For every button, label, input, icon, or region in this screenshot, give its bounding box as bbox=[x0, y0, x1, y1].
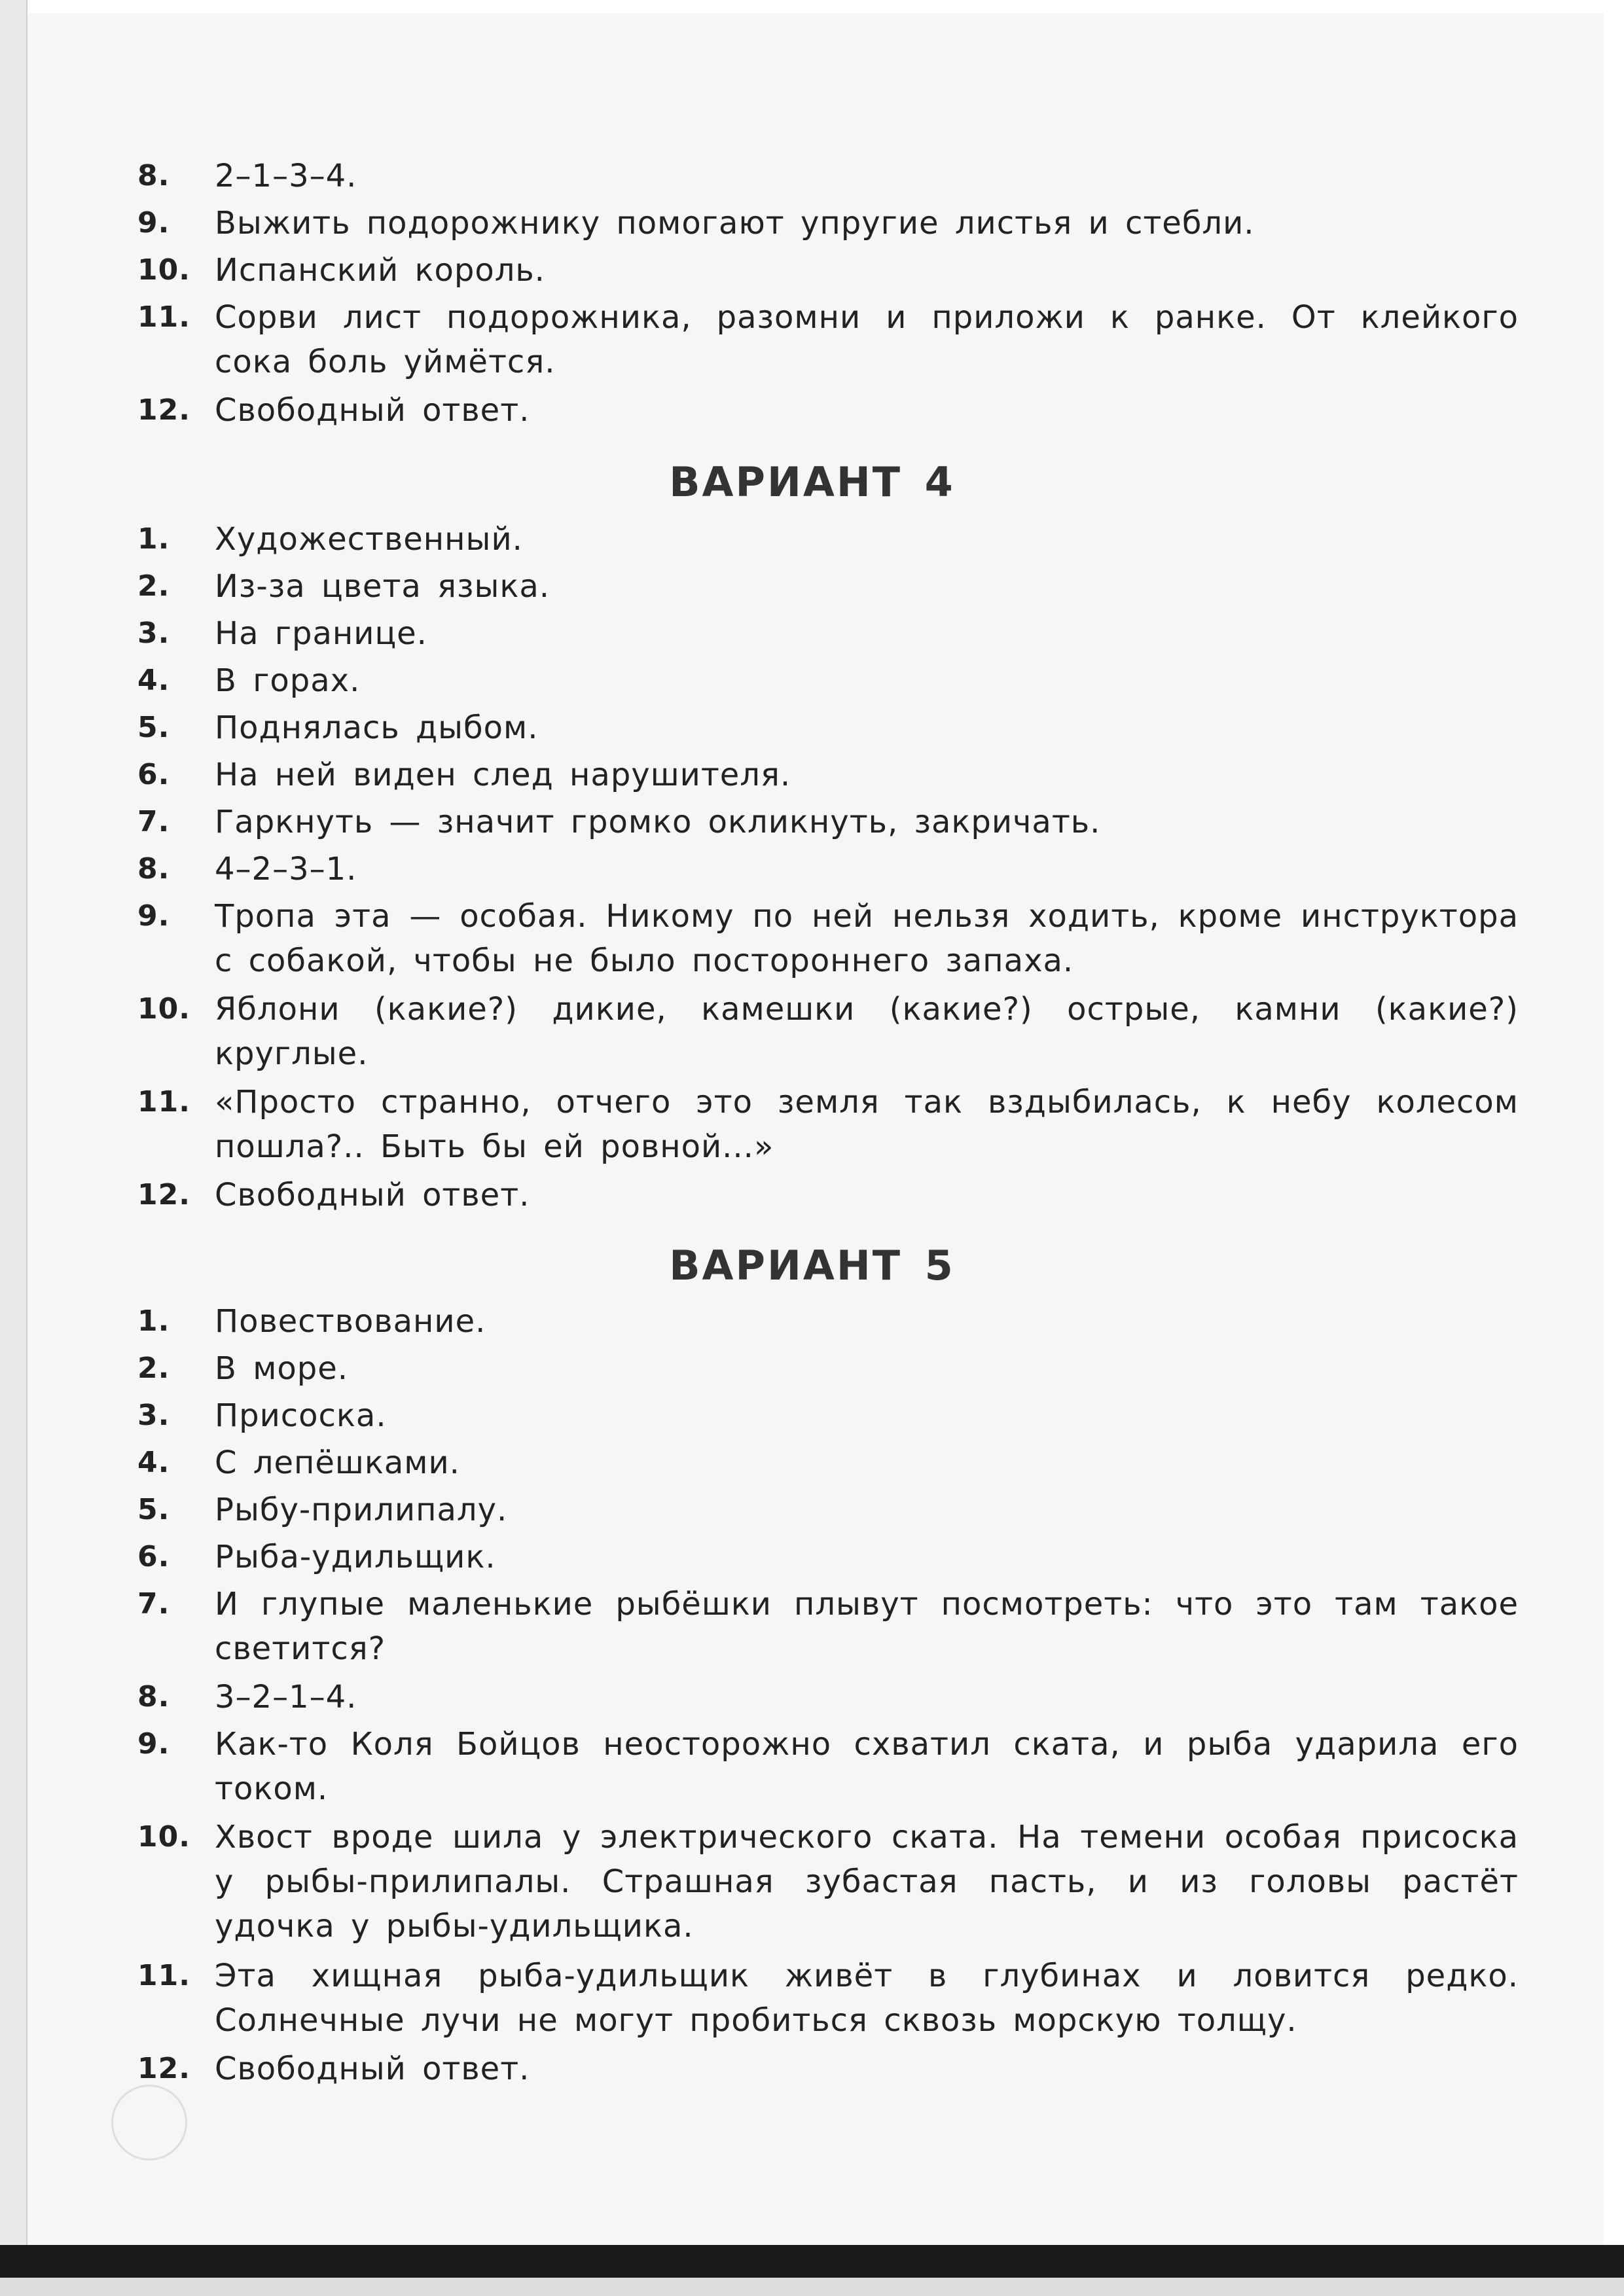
answer-text: Хвост вроде шила у электрического ската. На темени особая присоска у рыбы-прилипалы. Страшная зубастая пасть, и из головы растёт удочка у рыбы-удильщика. bbox=[215, 1819, 1519, 1945]
answer-text: Свободный ответ. bbox=[215, 392, 530, 429]
answer-item bbox=[137, 1954, 1519, 2043]
answer-number: 9. bbox=[137, 206, 170, 240]
answer-text: Эта хищная рыба-удильщик живёт в глубинах и ловится редко. Солнечные лучи не могут пробиться сквозь морскую толщу. bbox=[215, 1958, 1519, 2039]
answer-text: Рыба-удильщик. bbox=[215, 1539, 496, 1575]
answer-text: Рыбу-прилипалу. bbox=[215, 1492, 508, 1528]
answer-text: На ней виден след нарушителя. bbox=[215, 757, 791, 793]
answer-text: Художественный. bbox=[215, 521, 523, 558]
answer-text: «Просто странно, отчего это земля так вздыбилась, к небу колесом пошла?.. Быть бы ей ровной...» bbox=[215, 1084, 1519, 1165]
answer-item bbox=[137, 987, 1519, 1076]
answer-text: Тропа эта — особая. Никому по ней нельзя ходить, кроме инструктора с собакой, чтобы не было постороннего запаха. bbox=[215, 898, 1519, 979]
answer-text: 2–1–3–4. bbox=[215, 158, 357, 194]
section-heading-variant-5: ВАРИАНТ 5 bbox=[669, 1242, 955, 1289]
answer-text: Присоска. bbox=[215, 1397, 387, 1434]
answer-number: 7. bbox=[137, 805, 170, 838]
answer-item bbox=[137, 1582, 1519, 1671]
scan-bottom-edge bbox=[0, 2278, 1624, 2296]
answer-number: 3. bbox=[137, 1399, 170, 1432]
answer-text: Из-за цвета языка. bbox=[215, 568, 550, 605]
answer-text: 3–2–1–4. bbox=[215, 1679, 357, 1715]
answer-number: 1. bbox=[137, 1304, 170, 1338]
answer-number: 12. bbox=[137, 393, 190, 427]
answer-text: Сорви лист подорожника, разомни и приложи к ранке. От клейкого сока боль уймётся. bbox=[215, 299, 1519, 380]
answer-item bbox=[137, 658, 1519, 703]
answer-number: 11. bbox=[137, 300, 190, 334]
answer-text: Выжить подорожнику помогают упругие листья и стебли. bbox=[215, 205, 1255, 242]
answer-item bbox=[137, 1173, 1519, 1217]
page-number-circle bbox=[111, 2085, 187, 2161]
answer-number: 7. bbox=[137, 1587, 170, 1621]
answer-number: 11. bbox=[137, 1085, 190, 1119]
answer-text: Испанский король. bbox=[215, 252, 545, 289]
answer-item bbox=[137, 388, 1519, 433]
binding-edge bbox=[0, 0, 27, 2251]
answer-item bbox=[137, 295, 1519, 384]
answer-number: 8. bbox=[137, 852, 170, 886]
answer-text: И глупые маленькие рыбёшки плывут посмотреть: что это там такое светится? bbox=[215, 1586, 1519, 1667]
section-heading-variant-4: ВАРИАНТ 4 bbox=[669, 458, 955, 506]
answer-item bbox=[137, 2047, 1519, 2091]
answer-text: Поднялась дыбом. bbox=[215, 709, 539, 746]
answer-number: 12. bbox=[137, 2052, 190, 2085]
answer-text: В горах. bbox=[215, 662, 361, 699]
answer-item bbox=[137, 1675, 1519, 1719]
answer-number: 11. bbox=[137, 1959, 190, 1992]
answer-item bbox=[137, 517, 1519, 562]
answer-number: 6. bbox=[137, 758, 170, 791]
answer-number: 4. bbox=[137, 664, 170, 697]
answer-number: 8. bbox=[137, 1680, 170, 1713]
answer-number: 1. bbox=[137, 522, 170, 556]
answer-number: 4. bbox=[137, 1446, 170, 1479]
answer-text: Свободный ответ. bbox=[215, 1177, 530, 1213]
answer-item bbox=[137, 800, 1519, 844]
answer-text: 4–2–3–1. bbox=[215, 851, 357, 888]
answer-item bbox=[137, 1722, 1519, 1811]
answer-number: 2. bbox=[137, 569, 170, 603]
answer-item bbox=[137, 1346, 1519, 1391]
answer-item bbox=[137, 847, 1519, 891]
answer-text: Гаркнуть — значит громко окликнуть, закричать. bbox=[215, 804, 1101, 840]
answer-number: 9. bbox=[137, 899, 170, 933]
answer-item bbox=[137, 894, 1519, 983]
answer-number: 5. bbox=[137, 1493, 170, 1526]
answer-text: Как-то Коля Бойцов неосторожно схватил ската, и рыба ударила его током. bbox=[215, 1726, 1519, 1807]
answer-text: В море. bbox=[215, 1350, 349, 1387]
answer-item bbox=[137, 1488, 1519, 1532]
answer-number: 9. bbox=[137, 1727, 170, 1761]
answer-item bbox=[137, 753, 1519, 797]
answer-text: На границе. bbox=[215, 615, 427, 652]
answer-item bbox=[137, 611, 1519, 656]
answer-item bbox=[137, 1535, 1519, 1579]
answer-item bbox=[137, 564, 1519, 609]
answer-number: 12. bbox=[137, 1178, 190, 1211]
answer-number: 10. bbox=[137, 1820, 190, 1854]
answer-text: Свободный ответ. bbox=[215, 2051, 530, 2087]
answer-text: Повествование. bbox=[215, 1303, 486, 1340]
answer-number: 2. bbox=[137, 1352, 170, 1385]
answer-number: 6. bbox=[137, 1540, 170, 1573]
answer-number: 8. bbox=[137, 159, 170, 192]
answer-text: Яблони (какие?) дикие, камешки (какие?) острые, камни (какие?) круглые. bbox=[215, 991, 1519, 1072]
answer-number: 5. bbox=[137, 711, 170, 744]
answer-item bbox=[137, 201, 1519, 245]
answer-item bbox=[137, 706, 1519, 750]
answer-item bbox=[137, 154, 1519, 198]
answer-number: 10. bbox=[137, 992, 190, 1026]
answer-item bbox=[137, 1299, 1519, 1344]
answer-item bbox=[137, 248, 1519, 293]
answer-text: С лепёшками. bbox=[215, 1444, 460, 1481]
answer-item bbox=[137, 1441, 1519, 1485]
answer-item bbox=[137, 1393, 1519, 1438]
answer-number: 10. bbox=[137, 253, 190, 287]
answer-number: 3. bbox=[137, 617, 170, 650]
answer-item bbox=[137, 1815, 1519, 1948]
answer-item bbox=[137, 1080, 1519, 1169]
